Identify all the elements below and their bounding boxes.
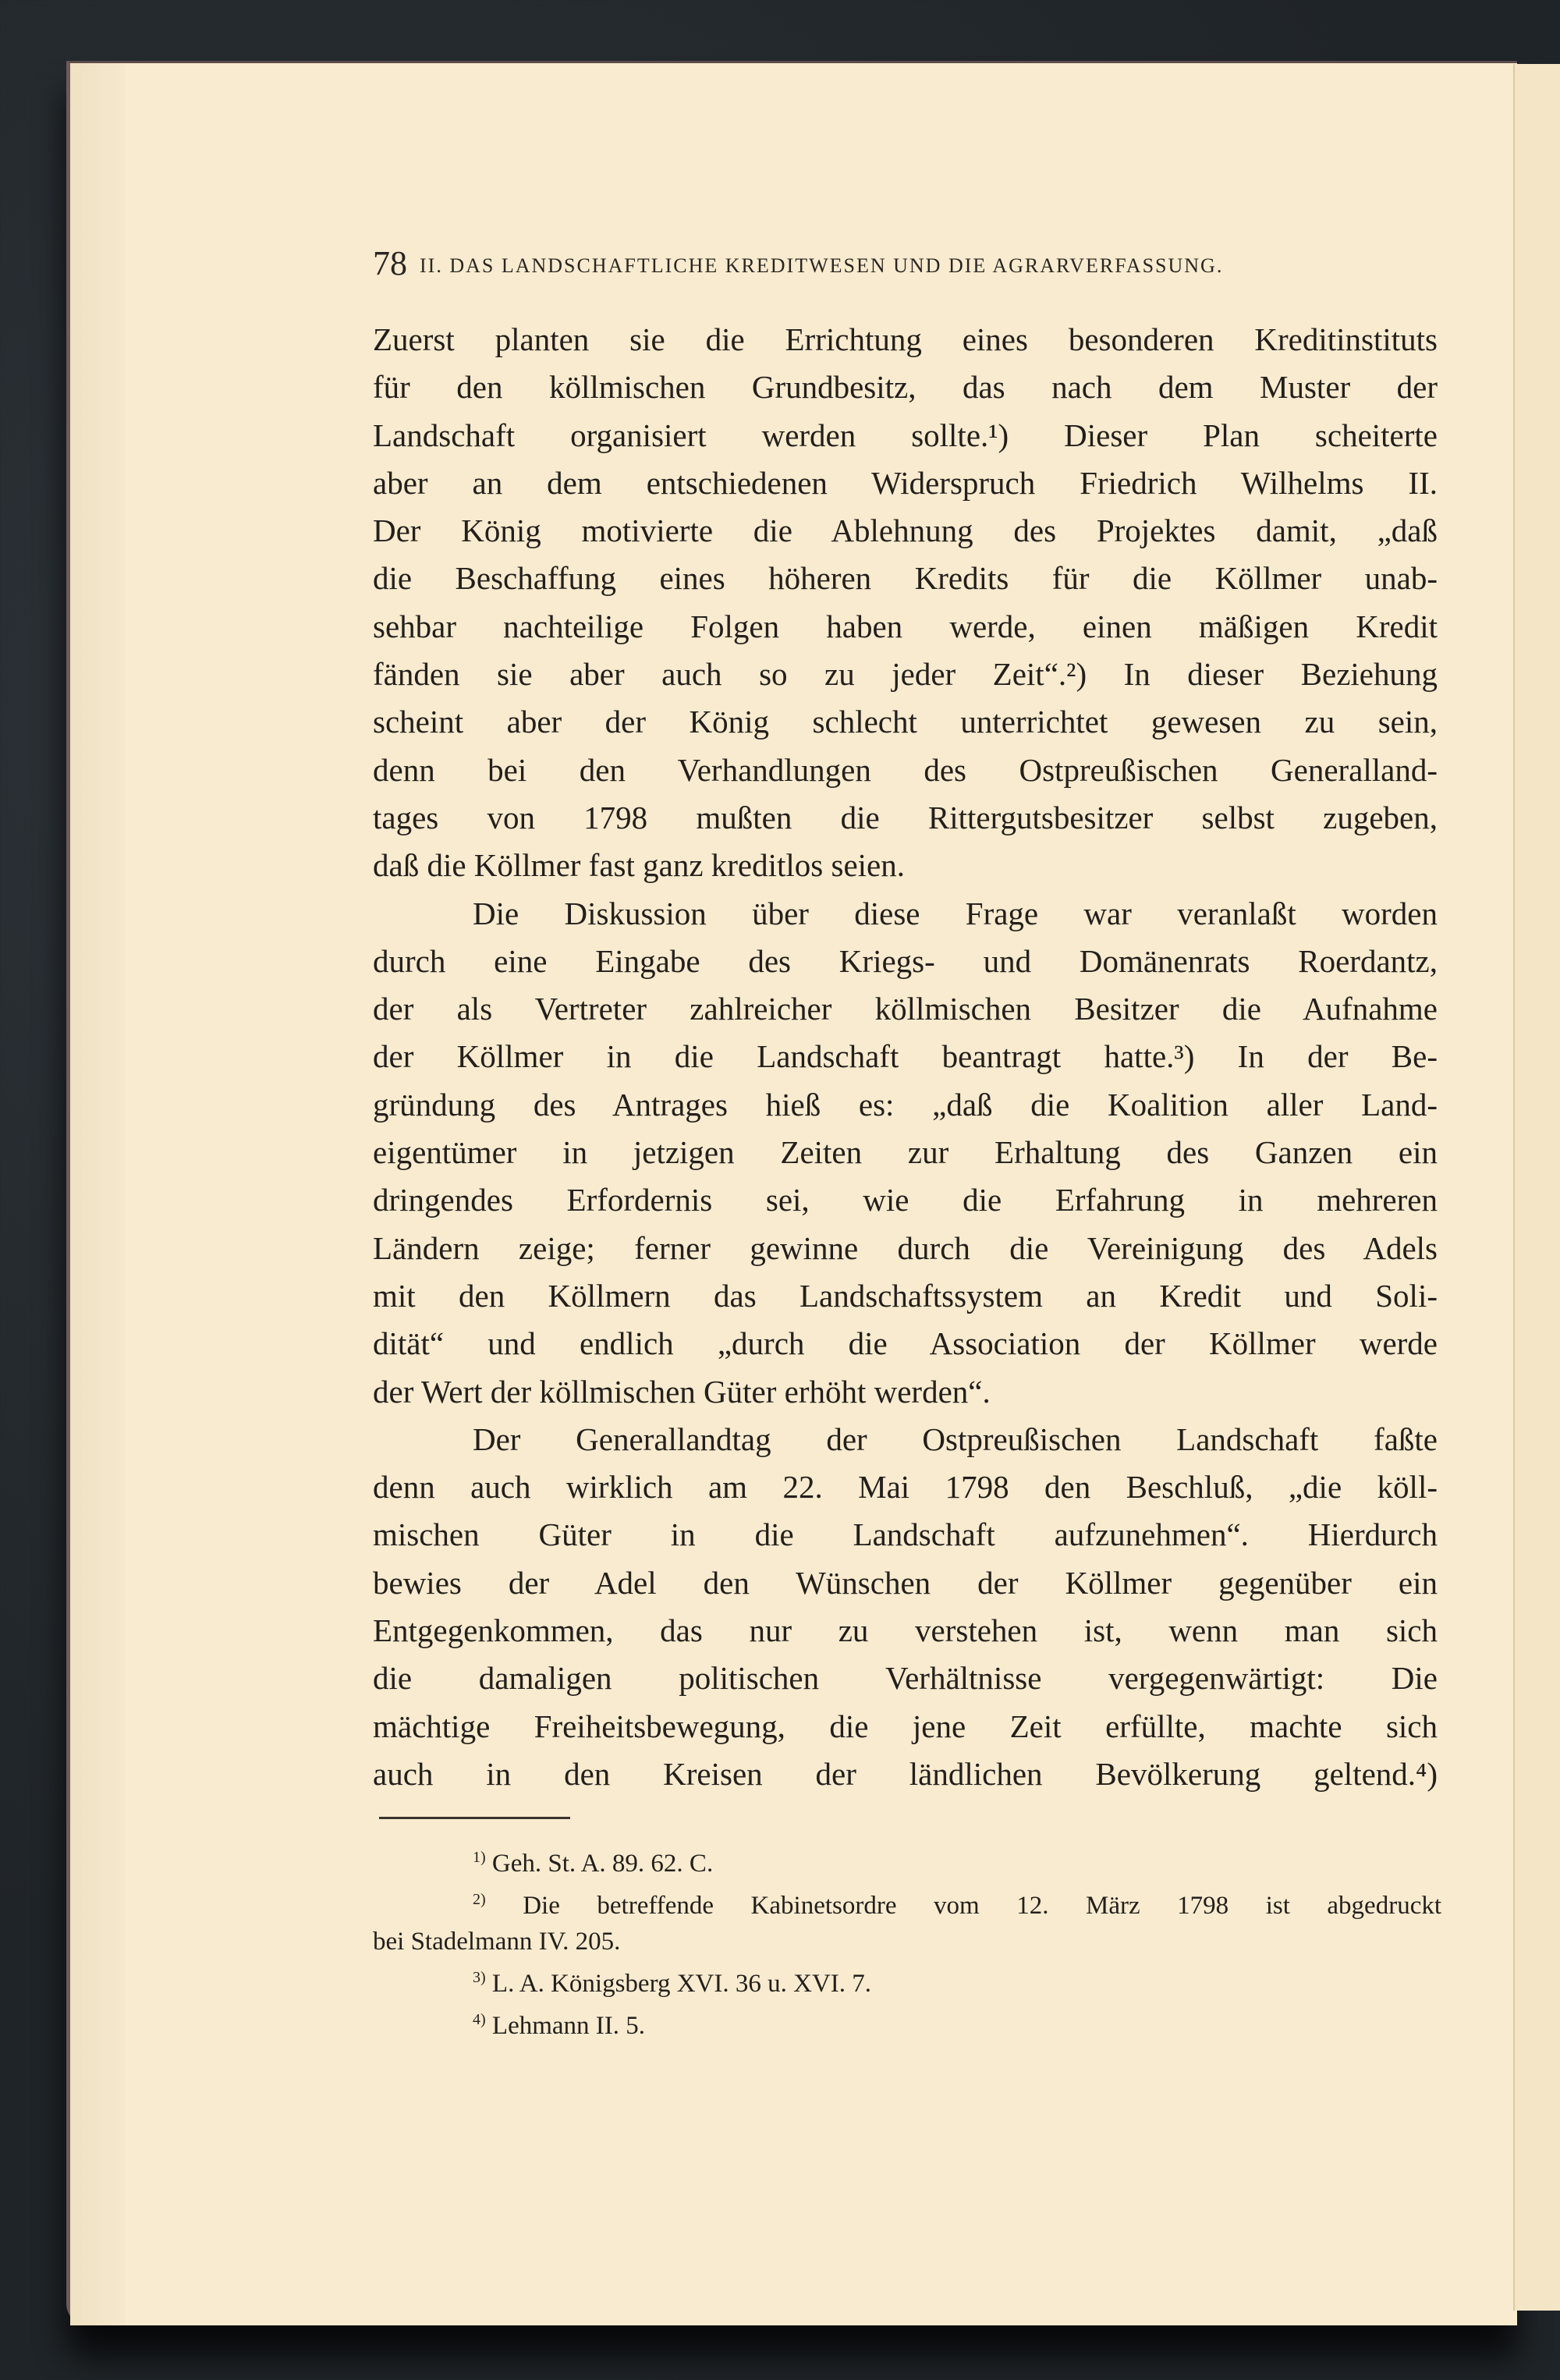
running-head: II. DAS LANDSCHAFTLICHE KREDITWESEN UND DIE AGRARVERFASSUNG. bbox=[420, 254, 1224, 277]
footnote-mark: 4) bbox=[473, 2011, 486, 2028]
text-line: tages von 1798 mußten die Rittergutsbesitzer selbst zugeben, bbox=[373, 799, 1438, 835]
text-line: mit den Köllmern das Landschaftssystem an Kredit und Soli- bbox=[373, 1277, 1438, 1314]
footnote-2 bbox=[373, 1882, 1441, 1924]
text-line: Der König motivierte die Ablehnung des Projektes damit, „daß bbox=[373, 513, 1438, 549]
footnote-mark: 1) bbox=[473, 1849, 486, 1866]
footnote-text: L. A. Königsberg XVI. 36 u. XVI. 7. bbox=[491, 1970, 872, 1998]
text-line: dität“ und endlich „durch die Association der Köllmer werde bbox=[373, 1325, 1438, 1362]
text-line: bewies der Adel den Wünschen der Köllmer gegenüber ein bbox=[373, 1564, 1438, 1601]
footnote-mark: 3) bbox=[473, 1969, 486, 1986]
text-line: für den köllmischen Grundbesitz, das nach dem Muster der bbox=[373, 369, 1438, 406]
footnote-text: Geh. St. A. 89. 62. C. bbox=[491, 1850, 714, 1878]
footnote-1 bbox=[373, 1839, 1441, 1882]
paragraph-3 bbox=[373, 1416, 1438, 1798]
text-line: Ländern zeige; ferner gewinne durch die Vereinigung des Adels bbox=[373, 1229, 1438, 1266]
adjacent-page-edge bbox=[1513, 64, 1560, 2311]
page-edge-shading bbox=[70, 63, 125, 2325]
text-line: eigentümer in jetzigen Zeiten zur Erhaltung des Ganzen ein bbox=[373, 1134, 1438, 1171]
text-line: aber an dem entschiedenen Widerspruch Friedrich Wilhelms II. bbox=[373, 464, 1438, 501]
text-line: gründung des Antrages hieß es: „daß die Koalition aller Land- bbox=[373, 1086, 1438, 1123]
text-line: der als Vertreter zahlreicher köllmischen Besitzer die Aufnahme bbox=[373, 991, 1438, 1027]
footnote-4 bbox=[373, 2002, 1441, 2044]
text-line: denn bei den Verhandlungen des Ostpreußischen Generalland- bbox=[373, 751, 1438, 788]
text-line: Landschaft organisiert werden sollte.¹) Dieser Plan scheiterte bbox=[373, 417, 1438, 453]
text-line: Der Generallandtag der Ostpreußischen Landschaft faßte bbox=[473, 1421, 1438, 1457]
text-line: scheint aber der König schlecht unterrichtet gewesen zu sein, bbox=[373, 704, 1438, 740]
footnotes bbox=[373, 1839, 1441, 2044]
footnote-3 bbox=[373, 1960, 1441, 2002]
page-number: 78 bbox=[373, 244, 407, 282]
paragraph-1 bbox=[373, 316, 1438, 890]
paragraph-2 bbox=[373, 890, 1438, 1416]
text-line: daß die Köllmer fast ganz kreditlos seien. bbox=[373, 847, 905, 884]
text-line: sehbar nachteilige Folgen haben werde, einen mäßigen Kredit bbox=[373, 608, 1438, 644]
text-line: Entgegenkommen, das nur zu verstehen ist, wenn man sich bbox=[373, 1612, 1438, 1649]
text-line: dringendes Erfordernis sei, wie die Erfahrung in mehreren bbox=[373, 1182, 1438, 1218]
page-header bbox=[373, 244, 1441, 282]
footnote-text: Die betreffende Kabinetsordre vom 12. März 1798 ist abgedruckt bbox=[523, 1892, 1442, 1920]
footnote-text: Lehmann II. 5. bbox=[491, 2012, 646, 2040]
text-line: Zuerst planten sie die Errichtung eines besonderen Kreditinstituts bbox=[373, 321, 1438, 357]
text-line: der Köllmer in die Landschaft beantragt hatte.³) In der Be- bbox=[373, 1038, 1438, 1075]
footnote-mark: 2) bbox=[473, 1891, 486, 1908]
footnote-2-continuation: bei Stadelmann IV. 205. bbox=[373, 1928, 621, 1956]
text-line: Die Diskussion über diese Frage war veranlaßt worden bbox=[473, 895, 1438, 931]
text-line: mächtige Freiheitsbewegung, die jene Zeit erfüllte, machte sich bbox=[373, 1708, 1438, 1744]
text-line: fänden sie aber auch so zu jeder Zeit“.²) In dieser Beziehung bbox=[373, 656, 1438, 693]
text-line: die Beschaffung eines höheren Kredits für die Köllmer unab- bbox=[373, 560, 1438, 597]
text-line: die damaligen politischen Verhältnisse vergegenwärtigt: Die bbox=[373, 1660, 1438, 1697]
text-line: auch in den Kreisen der ländlichen Bevölkerung geltend.⁴) bbox=[373, 1755, 1438, 1792]
footnote-separator bbox=[379, 1817, 570, 1819]
body-text bbox=[373, 316, 1438, 1798]
text-line: denn auch wirklich am 22. Mai 1798 den Beschluß, „die köll- bbox=[373, 1469, 1438, 1506]
text-line: der Wert der köllmischen Güter erhöht werden“. bbox=[373, 1373, 991, 1410]
text-line: mischen Güter in die Landschaft aufzunehmen“. Hierdurch bbox=[373, 1516, 1438, 1553]
text-line: durch eine Eingabe des Kriegs- und Domänenrats Roerdantz, bbox=[373, 942, 1438, 979]
